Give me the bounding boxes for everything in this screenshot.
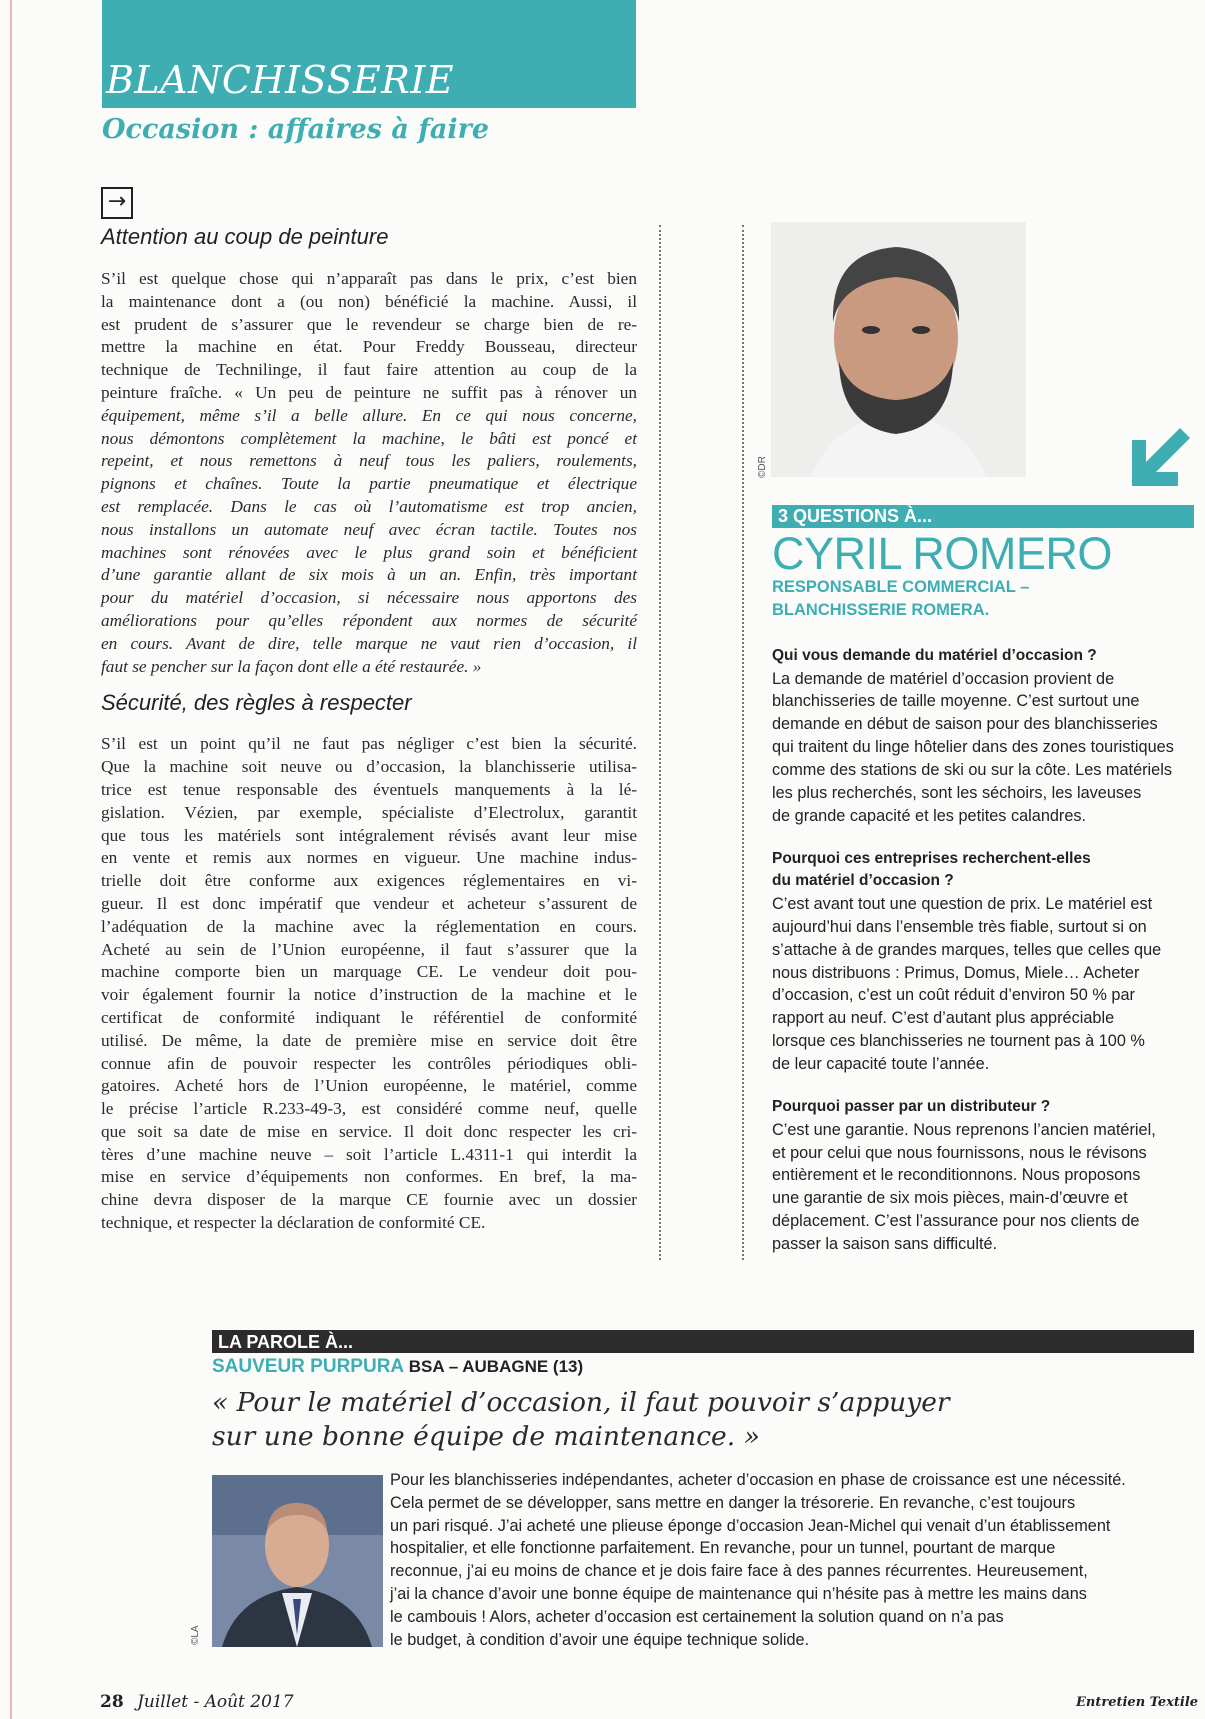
text-line: de grande capacité et les petites calandres. — [772, 806, 1087, 825]
text-line: voir également fournir la notice d’instruction de la machine et le — [101, 985, 637, 1005]
text-line: comme des stations de ski ou sur la côte. Les matériels — [772, 761, 1172, 780]
issue-date: Juillet - Août 2017 — [137, 1692, 294, 1712]
paragraph-peinture — [101, 268, 637, 678]
interview-qa — [772, 645, 1192, 1256]
text-line: Pourquoi passer par un distributeur ? — [772, 1098, 1051, 1116]
text-line: le précise l’article R.233-49-3, est considéré comme neuf, quelle — [101, 1099, 637, 1119]
text-line: est remplacée. Dans le cas où l’automatisme est trop ancien, — [101, 496, 637, 516]
column-divider-dotted — [659, 225, 661, 1260]
text-line: passer la saison sans difficulté. — [772, 1235, 998, 1254]
text-line: technique, et respecter la déclaration de conformité CE. — [101, 1213, 486, 1233]
text-line: demande en début de saison pour des blanchisseries — [772, 715, 1158, 734]
text-line: Acheté au sein de l’Union européenne, il faut s’assurer que la — [101, 939, 637, 959]
text-line: machine comporte bien un marquage CE. Le vendeur doit pou- — [101, 962, 637, 982]
text-line: nous distribuons : Primus, Domus, Miele… Acheter — [772, 963, 1140, 982]
text-line: est prudent de s’assurer que le revendeur se charge bien de re- — [101, 314, 637, 334]
article-column — [101, 224, 637, 1235]
text-line: lorsque ces blanchisseries ne tournent pas à 100 % — [772, 1032, 1145, 1051]
text-line: en cours. Avant de dire, telle marque ne vaut rien d’occasion, il — [101, 633, 637, 653]
text-line: Pourquoi ces entreprises recherchent-elles — [772, 849, 1091, 867]
text-line: améliorations pour qu’elles répondent aux normes de sécurité — [101, 610, 637, 630]
text-line: Cela permet de se développer, sans mettre en danger la trésorerie. En revanche, c’est toujours — [390, 1493, 1076, 1512]
photo-credit-2: ©LA — [190, 1625, 201, 1645]
text-line: C’est une garantie. Nous reprenons l’ancien matériel, — [772, 1120, 1156, 1139]
qa-block — [772, 645, 1192, 828]
text-line: s’attache à de grandes marques, telles que celles que — [772, 940, 1162, 959]
text-line: d’une garantie allant de six mois à un an. Enfin, très important — [101, 565, 637, 585]
text-line: j’ai la chance d’avoir une bonne équipe de maintenance qui n’hésite pas à mettre les mains dans — [390, 1584, 1087, 1603]
text-line: pour du matériel d’occasion, si nécessaire nous apportons des — [101, 588, 637, 608]
text-line: utilisé. De même, la date de première mise en service doit être — [101, 1030, 637, 1050]
text-line: La demande de matériel d’occasion provient de — [772, 669, 1115, 688]
text-line: hospitalier, et elle fonctionne parfaitement. En revanche, pour un tunnel, pourtant de marque — [390, 1539, 1056, 1558]
text-line: trice est tenue responsable des éventuels manquements à la lé- — [101, 779, 637, 799]
text-line: Qui vous demande du matériel d’occasion ? — [772, 647, 1097, 664]
qa-block — [772, 1096, 1192, 1256]
text-line: tères d’une machine neuve – soit l’article L.4311-1 qui interdit la — [101, 1144, 637, 1164]
text-line: d’occasion, c’est un coût réduit d’environ 50 % par — [772, 986, 1135, 1005]
heading-peinture: Attention au coup de peinture — [101, 224, 389, 249]
text-line: les plus recherchés, sont les séchoirs, les laveuses — [772, 784, 1142, 803]
text-line: rapport au neuf. C’est d’autant plus appréciable — [772, 1009, 1115, 1028]
interviewee-role: RESPONSABLE COMMERCIAL – BLANCHISSERIE ROMERA. — [772, 578, 1030, 619]
text-line: que tous les matériels sont intégralement révisés avant leur mise — [101, 825, 637, 845]
text-line: nous démontons complètement la machine, le bâti est poncé et — [101, 428, 637, 448]
arrow-down-left-icon — [1130, 426, 1192, 488]
article-subtitle: Occasion : affaires à faire — [102, 114, 490, 145]
text-line: blanchisseries de taille moyenne. C’est surtout une — [772, 692, 1140, 711]
text-line: mettre la machine en état. Pour Freddy Bousseau, directeur — [101, 337, 637, 357]
text-line: mise en service d’équipements non conformes. En bref, la ma- — [101, 1167, 637, 1187]
pull-quote: « Pour le matériel d’occasion, il faut pouvoir s’appuyer sur une bonne équipe de maintenance. » — [212, 1387, 950, 1452]
photo-credit: ©DR — [757, 456, 768, 478]
text-line: machines sont rénovées avec le plus grand soin et bénéficient — [101, 542, 637, 562]
text-line: l’adéquation de la machine avec la réglementation en cours. — [101, 916, 637, 936]
text-line: entièrement et le reconditionnons. Nous proposons — [772, 1166, 1141, 1185]
magazine-name: Entretien Textile — [1076, 1695, 1199, 1710]
footer-page-info — [100, 1692, 294, 1712]
text-line: équipement, même s’il a belle allure. En ce qui nous concerne, — [101, 405, 637, 425]
text-line: de leur capacité toute l’année. — [772, 1055, 990, 1074]
page-number: 28 — [100, 1692, 124, 1712]
text-line: le cambouis ! Alors, acheter d’occasion est certainement la solution quand on n’a pas — [390, 1607, 1004, 1626]
qa-block — [772, 848, 1192, 1076]
text-line: une garantie de six mois pièces, main-d’œuvre et — [772, 1189, 1128, 1208]
portrait-sauveur-purpura — [212, 1475, 383, 1647]
text-line: faut se pencher sur la façon dont elle a été restaurée. » — [101, 656, 482, 676]
qa-answer — [772, 668, 1192, 828]
text-line: Que la machine soit neuve ou d’occasion, la blanchisserie utilisa- — [101, 757, 637, 777]
text-line: et pour celui que nous fournissons, nous le révisons — [772, 1143, 1147, 1162]
qa-question — [772, 645, 1192, 668]
paragraph-securite — [101, 733, 637, 1235]
text-line: S’il est un point qu’il ne faut pas négliger c’est bien la sécurité. — [101, 734, 637, 754]
text-line: gueur. Il est donc impératif que vendeur et acheteur s’assurent de — [101, 893, 637, 913]
text-line: C’est avant tout une question de prix. Le matériel est — [772, 894, 1153, 913]
text-line: que soit sa date de mise en service. Il doit donc respecter les cri- — [101, 1121, 637, 1141]
heading-securite: Sécurité, des règles à respecter — [101, 690, 412, 716]
arrow-right-box-icon: → — [101, 187, 133, 219]
text-line: certificat de conformité indiquant le référentiel de conformité — [101, 1007, 637, 1027]
qa-answer — [772, 893, 1192, 1076]
text-line: pignons et chaînes. Toute la partie pneumatique et électrique — [101, 474, 637, 494]
section-title: BLANCHISSERIE — [106, 58, 455, 102]
parole-label: LA PAROLE À... — [218, 1332, 353, 1352]
qa-answer — [772, 1119, 1192, 1256]
parole-bar — [212, 1330, 1194, 1353]
text-line: S’il est quelque chose qui n’apparaît pas dans le prix, c’est bien — [101, 269, 637, 288]
portrait-cyril-romero — [771, 222, 1026, 477]
interviewee-name: CYRIL ROMERO — [772, 528, 1112, 579]
speaker-company: BSA – AUBAGNE (13) — [408, 1357, 584, 1376]
text-line: connue afin de pouvoir respecter les contrôles périodiques obli- — [101, 1053, 637, 1073]
parole-paragraph — [390, 1469, 1196, 1651]
text-line: reconnue, j’ai eu moins de chance et je dois faire face à des pannes récurrentes. Heureusement, — [390, 1562, 1088, 1581]
text-line: le budget, à condition d’avoir une équipe technique solide. — [390, 1630, 810, 1649]
text-line: du matériel d’occasion ? — [772, 872, 954, 890]
page-edge-line — [10, 0, 12, 1719]
text-line: la maintenance dont a (ou non) bénéficié la machine. Aussi, il — [101, 291, 637, 311]
text-line: peinture fraîche. « Un peu de peinture ne suffit pas à rénover un — [101, 382, 637, 402]
qa-question — [772, 1096, 1192, 1119]
text-line: qui traitent du linge hôtelier dans des zones touristiques — [772, 738, 1174, 757]
speaker-name: SAUVEUR PURPURA — [212, 1356, 404, 1377]
text-line: gatoires. Acheté hors de l’Union européenne, le matériel, comme — [101, 1076, 637, 1096]
questions-label: 3 QUESTIONS À... — [778, 506, 933, 526]
text-line: aujourd’hui dans l’ensemble très fiable, surtout si on — [772, 917, 1147, 936]
text-line: Pour les blanchisseries indépendantes, acheter d’occasion en phase de croissance est une nécessité. — [390, 1471, 1126, 1489]
text-line: nous installons un automate neuf avec écran tactile. Toutes nos — [101, 519, 637, 539]
text-line: en vente et remis aux normes en vigueur. Une machine indus- — [101, 848, 637, 868]
text-line: déplacement. C’est l’assurance pour nos clients de — [772, 1212, 1140, 1231]
text-line: chine devra disposer de la marque CE fournie avec un dossier — [101, 1190, 637, 1210]
text-line: un pari risqué. J’ai acheté une plieuse éponge d’occasion Jean-Michel qui venait d’un établissement — [390, 1516, 1111, 1535]
parole-speaker — [212, 1356, 583, 1378]
column-divider-dotted — [742, 225, 744, 1260]
text-line: gislation. Vézien, par exemple, spécialiste d’Electrolux, garantit — [101, 802, 637, 822]
qa-question — [772, 848, 1192, 893]
text-line: trielle doit être conforme aux exigences réglementaires en vi- — [101, 871, 637, 891]
text-line: repeint, et nous remettons à neuf tous les paliers, roulements, — [101, 451, 637, 471]
text-line: technique de Technilinge, il faut faire attention au coup de la — [101, 360, 637, 380]
